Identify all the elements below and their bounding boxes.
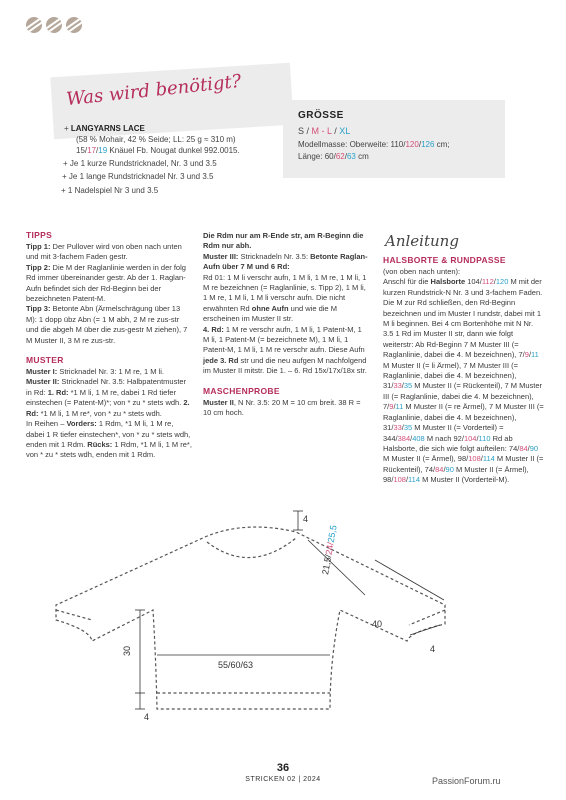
label-bottom-border: 4: [144, 712, 150, 722]
muster-1: Muster I: Stricknadel Nr. 3: 1 M re, 1 M li.: [26, 367, 164, 377]
svg-text:21,5/24/25,5: 21,5/24/25,5: [320, 524, 339, 576]
page-number: 36: [276, 762, 290, 774]
materials-title: Was wird benötigt?: [65, 70, 243, 111]
muster-rows: In Reihen – Vorders: 1 Rdm, *1 M li, 1 M re, dabei 1 R tiefer einstechen*, von * zu * stets wdh, enden mit 1 Rdm. Rücks: 1 Rdm, *1 M li, 1 M re*, von * zu * stets wdh, enden mit 1 Rdm.: [26, 419, 192, 460]
muster-2: Muster II: Stricknadel Nr. 3.5: Halbpatentmuster in Rd: 1. Rd: *1 M li, 1 M re, dabei 1 Rd tiefer einstechen (= Patent-M)*; von * zu * stets wdh. 2. Rd: *1 M li, 1 M re*, von * zu * stets wdh.: [26, 377, 190, 418]
bullet: +: [64, 124, 69, 133]
size-length: Länge: 60/62/63 cm: [298, 152, 369, 161]
muster-heading: MUSTER: [26, 355, 64, 366]
halsborte-heading: HALSBORTE & RUNDPASSE: [383, 255, 506, 265]
size-title: GRÖSSE: [298, 110, 344, 121]
label-cuff: 4: [430, 644, 436, 654]
magazine-name: STRICKEN 02 | 2024: [245, 776, 321, 783]
yarn-name: LANGYARNS LACE: [70, 124, 145, 133]
maschenprobe-heading: MASCHENPROBE: [203, 385, 280, 396]
tipp-2: Tipp 2: Die M der Raglanlinie werden in der folg Rd immer übereinander gestr. Ab der 1. Raglan-Aufn befindet sich der Rd-Beginn bei der bezeichneten Patent-M.: [26, 262, 186, 304]
anleitung-title: Anleitung: [385, 232, 459, 250]
label-sleeve-length: 40: [372, 619, 383, 629]
measure-lines: [135, 511, 444, 709]
size-list: S / M - L / XL: [298, 126, 351, 136]
material-item: + Je 1 lange Rundstricknadel Nr. 3 und 3.5: [62, 172, 214, 181]
muster-3-rd4: 4. Rd: 1 M re verschr aufn, 1 M li, 1 Patent-M, 1 M li, 1 Patent-M (= bezeichnete M), 1 M li, 1 Patent-M, 1 M li, 1 M re verschr aufn. Diese Aufn jede 3. Rd str und die neu aufgen M nachfolgend im Muster II mitstr. Die 1. – 6. Rd 15x/17x/18x str.: [203, 324, 367, 376]
size-measure: Modellmasse: Oberweite: 110/120/126 cm;: [298, 140, 450, 149]
material-item: + 1 Nadelspiel Nr 3 und 3.5: [61, 186, 159, 195]
label-neck-height: 4: [303, 514, 309, 524]
muster-3-rd01: Rd 01: 1 M li verschr aufn, 1 M li, 1 M re, 1 M li, 1 M re bezeichnen (= Raglanlinie, s. Tipp 2), 1 M li, 1 M re, 1 M li, 1 M li verschr aufn. Die nicht erwähnten Rd ohne Aufn und wie die M erscheinen im Muster II str.: [203, 272, 367, 324]
sweater-outline: [56, 527, 445, 709]
tipp-1: Tipp 1: Der Pullover wird von oben nach unten und mit 3-fachem Faden gestr.: [26, 242, 182, 262]
label-body-height: 30: [122, 645, 132, 656]
maschenprobe: Muster II, N Nr. 3.5: 20 M = 10 cm breit. 38 R = 10 cm hoch.: [203, 397, 361, 418]
anleitung-text: Anschl für die Halsborte 104/112/120 M mit der kurzen Rundstrick-N Nr. 3 und 3-fachem Faden. Die M zur Rd schließen, den Rd-Beginn bezeichnen und im Muster I rundstr, dabei mit 1 M li beginnen. Bei 4 cm Bortenhöhe mit N Nr. 3.5 1 Rd im Muster II str, dann wie folgt weiterstr: Ab Rd-Beginn 7 M Muster III (= Raglanlinie, dabei die 4. M bezeichnen), 7/9/11 M Muster II (= li Ärmel), 7 M Muster III (= Raglanlinie, dabei die 4. M bezeichnen), 31/33/35 M Muster II (= Rückenteil), 7 M Muster III (= Raglanlinie, dabei die 4. M bezeichnen), 7/9/11 M Muster II (= re Ärmel), 7 M Muster III (= Raglanlinie, dabei die 4. M bezeichnen), 31/33/35 M Muster II (= Vorderteil) = 344/384/408 M nach 92/104/110 Rd ab Halsborte, die sich wie folgt aufteilen: 74/84/90 M Muster II (= Ärmel), 98/108/114 M Muster II (= Rückenteil), 74/84/90 M Muster II (= Ärmel), 98/108/114 M Muster II (Vorderteil-M).: [383, 277, 544, 485]
yarn-detail: (58 % Mohair, 42 % Seide; LL: 25 g ≈ 310 m): [76, 135, 236, 144]
label-width: 55/60/63: [218, 660, 254, 670]
yarn-amount: 15/17/19 Knäuel Fb. Nougat dunkel 992.0015.: [76, 146, 240, 155]
tipps-heading: TIPPS: [26, 230, 53, 240]
rdm-intro: Die Rdm nur am R-Ende str, am R-Beginn die Rdm nur abh.: [203, 231, 364, 251]
watermark: PassionForum.ru: [432, 776, 501, 786]
material-item: + Je 1 kurze Rundstricknadel, Nr. 3 und 3.5: [63, 159, 217, 168]
label-raglan: [320, 524, 339, 575]
muster-3: Muster III: Stricknadeln Nr. 3.5: Betonte Raglan-Aufn über 7 M und 6 Rd:: [203, 251, 368, 272]
tipp-3: Tipp 3: Betonte Abn (Ärmelschrägung über 13 M): 1 dopp übz Abn (= 1 M abh, 2 M re zus-str und die abgeh M über die zus-gestr M ziehen), 7 M Muster II, 3 M re zus-str.: [26, 304, 188, 345]
anleitung-sub: (von oben nach unten):: [383, 267, 461, 276]
